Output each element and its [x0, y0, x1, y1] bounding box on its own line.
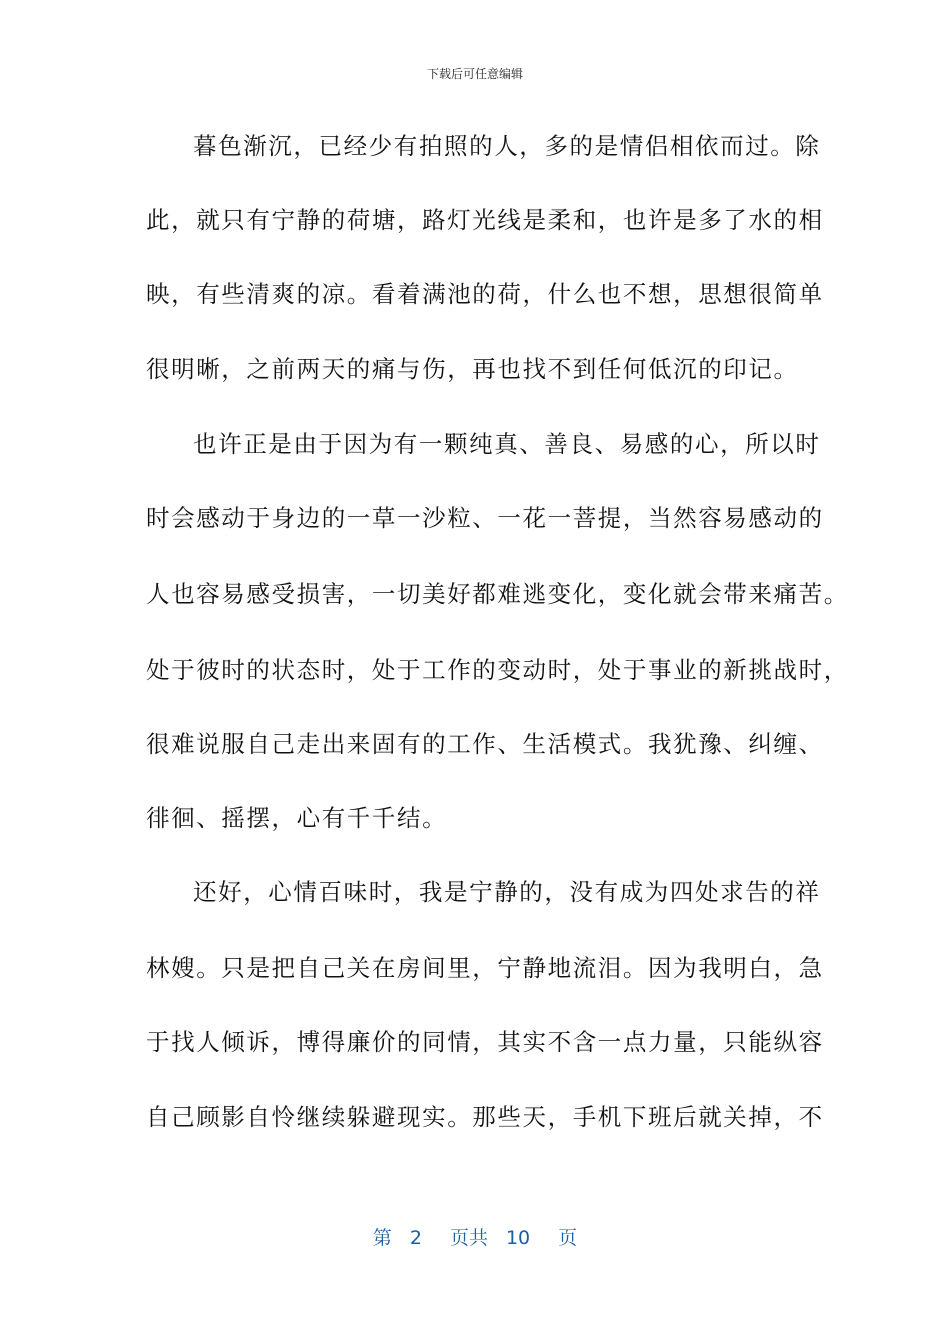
- body-line: 暮色渐沉，已经少有拍照的人，多的是情侣相依而过。除: [193, 132, 821, 160]
- body-line: 人也容易感受损害，一切美好都难逃变化，变化就会带来痛苦。: [146, 580, 849, 608]
- footer-suffix: 页: [558, 1227, 578, 1249]
- footer-middle: 页共: [449, 1227, 488, 1249]
- footer-prefix: 第: [372, 1227, 392, 1249]
- body-line: 也许正是由于因为有一颗纯真、善良、易感的心，所以时: [193, 430, 821, 458]
- body-line: 徘徊、摇摆，心有千千结。: [146, 804, 448, 832]
- body-line: 还好，心情百味时，我是宁静的，没有成为四处求告的祥: [193, 878, 821, 906]
- body-line: 林嫂。只是把自己关在房间里，宁静地流泪。因为我明白，急: [146, 954, 824, 982]
- footer-total-pages: 10: [505, 1227, 531, 1249]
- body-line: 很难说服自己走出来固有的工作、生活模式。我犹豫、纠缠、: [146, 730, 824, 758]
- body-line: 于找人倾诉，博得廉价的同情，其实不含一点力量，只能纵容: [146, 1028, 824, 1056]
- body-line: 处于彼时的状态时，处于工作的变动时，处于事业的新挑战时，: [146, 656, 849, 684]
- page-number-footer: [0, 1226, 950, 1250]
- page-header: 下载后可任意编辑: [426, 67, 523, 81]
- body-line: 时会感动于身边的一草一沙粒、一花一菩提，当然容易感动的: [146, 504, 824, 532]
- body-line: 此，就只有宁静的荷塘，路灯光线是柔和，也许是多了水的相: [146, 206, 824, 234]
- footer-current-page: 2: [409, 1227, 422, 1249]
- body-line: 很明晰，之前两天的痛与伤，再也找不到任何低沉的印记。: [146, 355, 799, 383]
- body-line: 自己顾影自怜继续躲避现实。那些天，手机下班后就关掉，不: [146, 1103, 824, 1131]
- body-line: 映，有些清爽的凉。看着满池的荷，什么也不想，思想很简单: [146, 280, 824, 308]
